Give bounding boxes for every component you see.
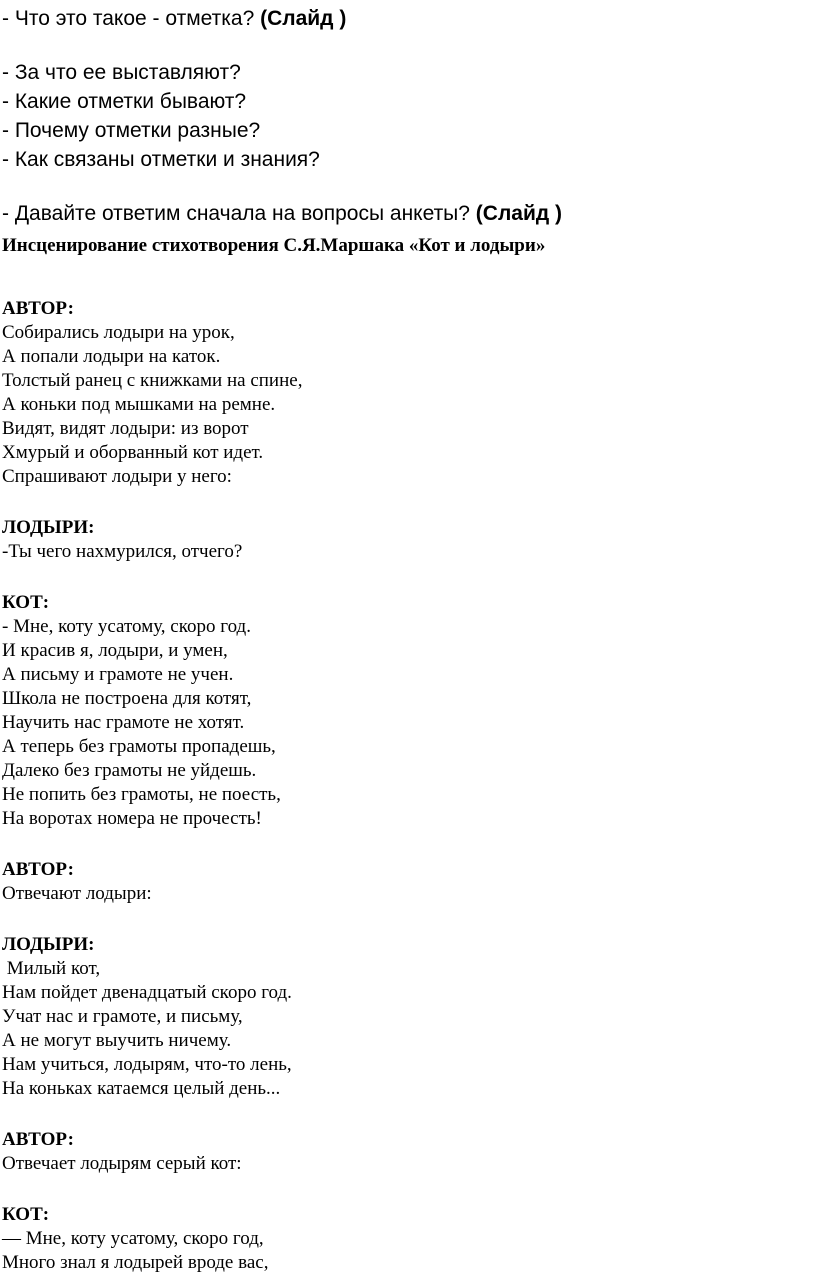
script-block <box>2 1128 545 1176</box>
verse-line: А письму и грамоте не учен. <box>2 664 234 685</box>
verse-line: Милый кот, <box>2 958 101 979</box>
verse-line: Спрашивают лодыри у него: <box>2 466 232 487</box>
verse-line: На коньках катаемся целый день... <box>2 1078 281 1099</box>
question-text: - Какие отметки бывают? <box>2 90 247 113</box>
speaker-name: АВТОР: <box>2 859 74 880</box>
verse-line: Нам пойдет двенадцатый скоро год. <box>2 982 292 1003</box>
question-line <box>2 58 562 87</box>
script-block <box>2 591 545 831</box>
script-block <box>2 933 545 1101</box>
question-line <box>2 199 562 228</box>
section-title: Инсценирование стихотворения С.Я.Маршака «Кот и лодыри» <box>2 235 546 256</box>
question-line <box>2 4 562 33</box>
speaker-name: ЛОДЫРИ: <box>2 934 95 955</box>
question-line <box>2 116 562 145</box>
question-text: - За что ее выставляют? <box>2 61 241 84</box>
verse-line: Отвечает лодырям серый кот: <box>2 1153 242 1174</box>
verse-line: Толстый ранец с книжками на спине, <box>2 370 303 391</box>
script-block <box>2 1203 545 1275</box>
speaker-name: ЛОДЫРИ: <box>2 517 95 538</box>
verse-line: Много знал я лодырей вроде вас, <box>2 1252 269 1273</box>
slide-reference: (Слайд ) <box>260 7 347 30</box>
question-text: - Как связаны отметки и знания? <box>2 148 320 171</box>
verse-line: А не могут выучить ничему. <box>2 1030 232 1051</box>
question-line <box>2 145 562 174</box>
script-block <box>2 858 545 906</box>
speaker-name: КОТ: <box>2 1204 50 1225</box>
verse-line: Далеко без грамоты не уйдешь. <box>2 760 257 781</box>
slide-reference: (Слайд ) <box>475 202 563 225</box>
verse-line: А попали лодыри на каток. <box>2 346 221 367</box>
script-blocks <box>2 297 545 1275</box>
question-group-list <box>2 58 562 174</box>
dramatization-section <box>2 234 545 1275</box>
speaker-name: АВТОР: <box>2 1129 74 1150</box>
questions-section <box>2 4 562 228</box>
question-text: - Что это такое - отметка? <box>2 7 261 30</box>
question-text: - Почему отметки разные? <box>2 119 261 142</box>
verse-line: Собирались лодыри на урок, <box>2 322 235 343</box>
verse-line: — Мне, коту усатому, скоро год, <box>2 1228 264 1249</box>
question-text: - Давайте ответим сначала на вопросы анкеты? <box>2 202 476 225</box>
verse-line: Не попить без грамоты, не поесть, <box>2 784 281 805</box>
verse-line: А коньки под мышками на ремне. <box>2 394 276 415</box>
verse-line: И красив я, лодыри, и умен, <box>2 640 228 661</box>
verse-line: На воротах номера не прочесть! <box>2 808 262 829</box>
script-block <box>2 297 545 489</box>
speaker-name: АВТОР: <box>2 298 74 319</box>
verse-line: А теперь без грамоты пропадешь, <box>2 736 276 757</box>
verse-line: - Мне, коту усатому, скоро год. <box>2 616 251 637</box>
script-block <box>2 516 545 564</box>
verse-line: -Ты чего нахмурился, отчего? <box>2 541 243 562</box>
verse-line: Школа не построена для котят, <box>2 688 252 709</box>
question-group-intro <box>2 4 562 33</box>
question-line <box>2 87 562 116</box>
speaker-name: КОТ: <box>2 592 50 613</box>
verse-line: Учат нас и грамоте, и письму, <box>2 1006 243 1027</box>
question-group-survey <box>2 199 562 228</box>
verse-line: Хмурый и оборванный кот идет. <box>2 442 264 463</box>
verse-line: Научить нас грамоте не хотят. <box>2 712 245 733</box>
verse-line: Нам учиться, лодырям, что-то лень, <box>2 1054 292 1075</box>
verse-line: Видят, видят лодыри: из ворот <box>2 418 249 439</box>
verse-line: Отвечают лодыри: <box>2 883 152 904</box>
